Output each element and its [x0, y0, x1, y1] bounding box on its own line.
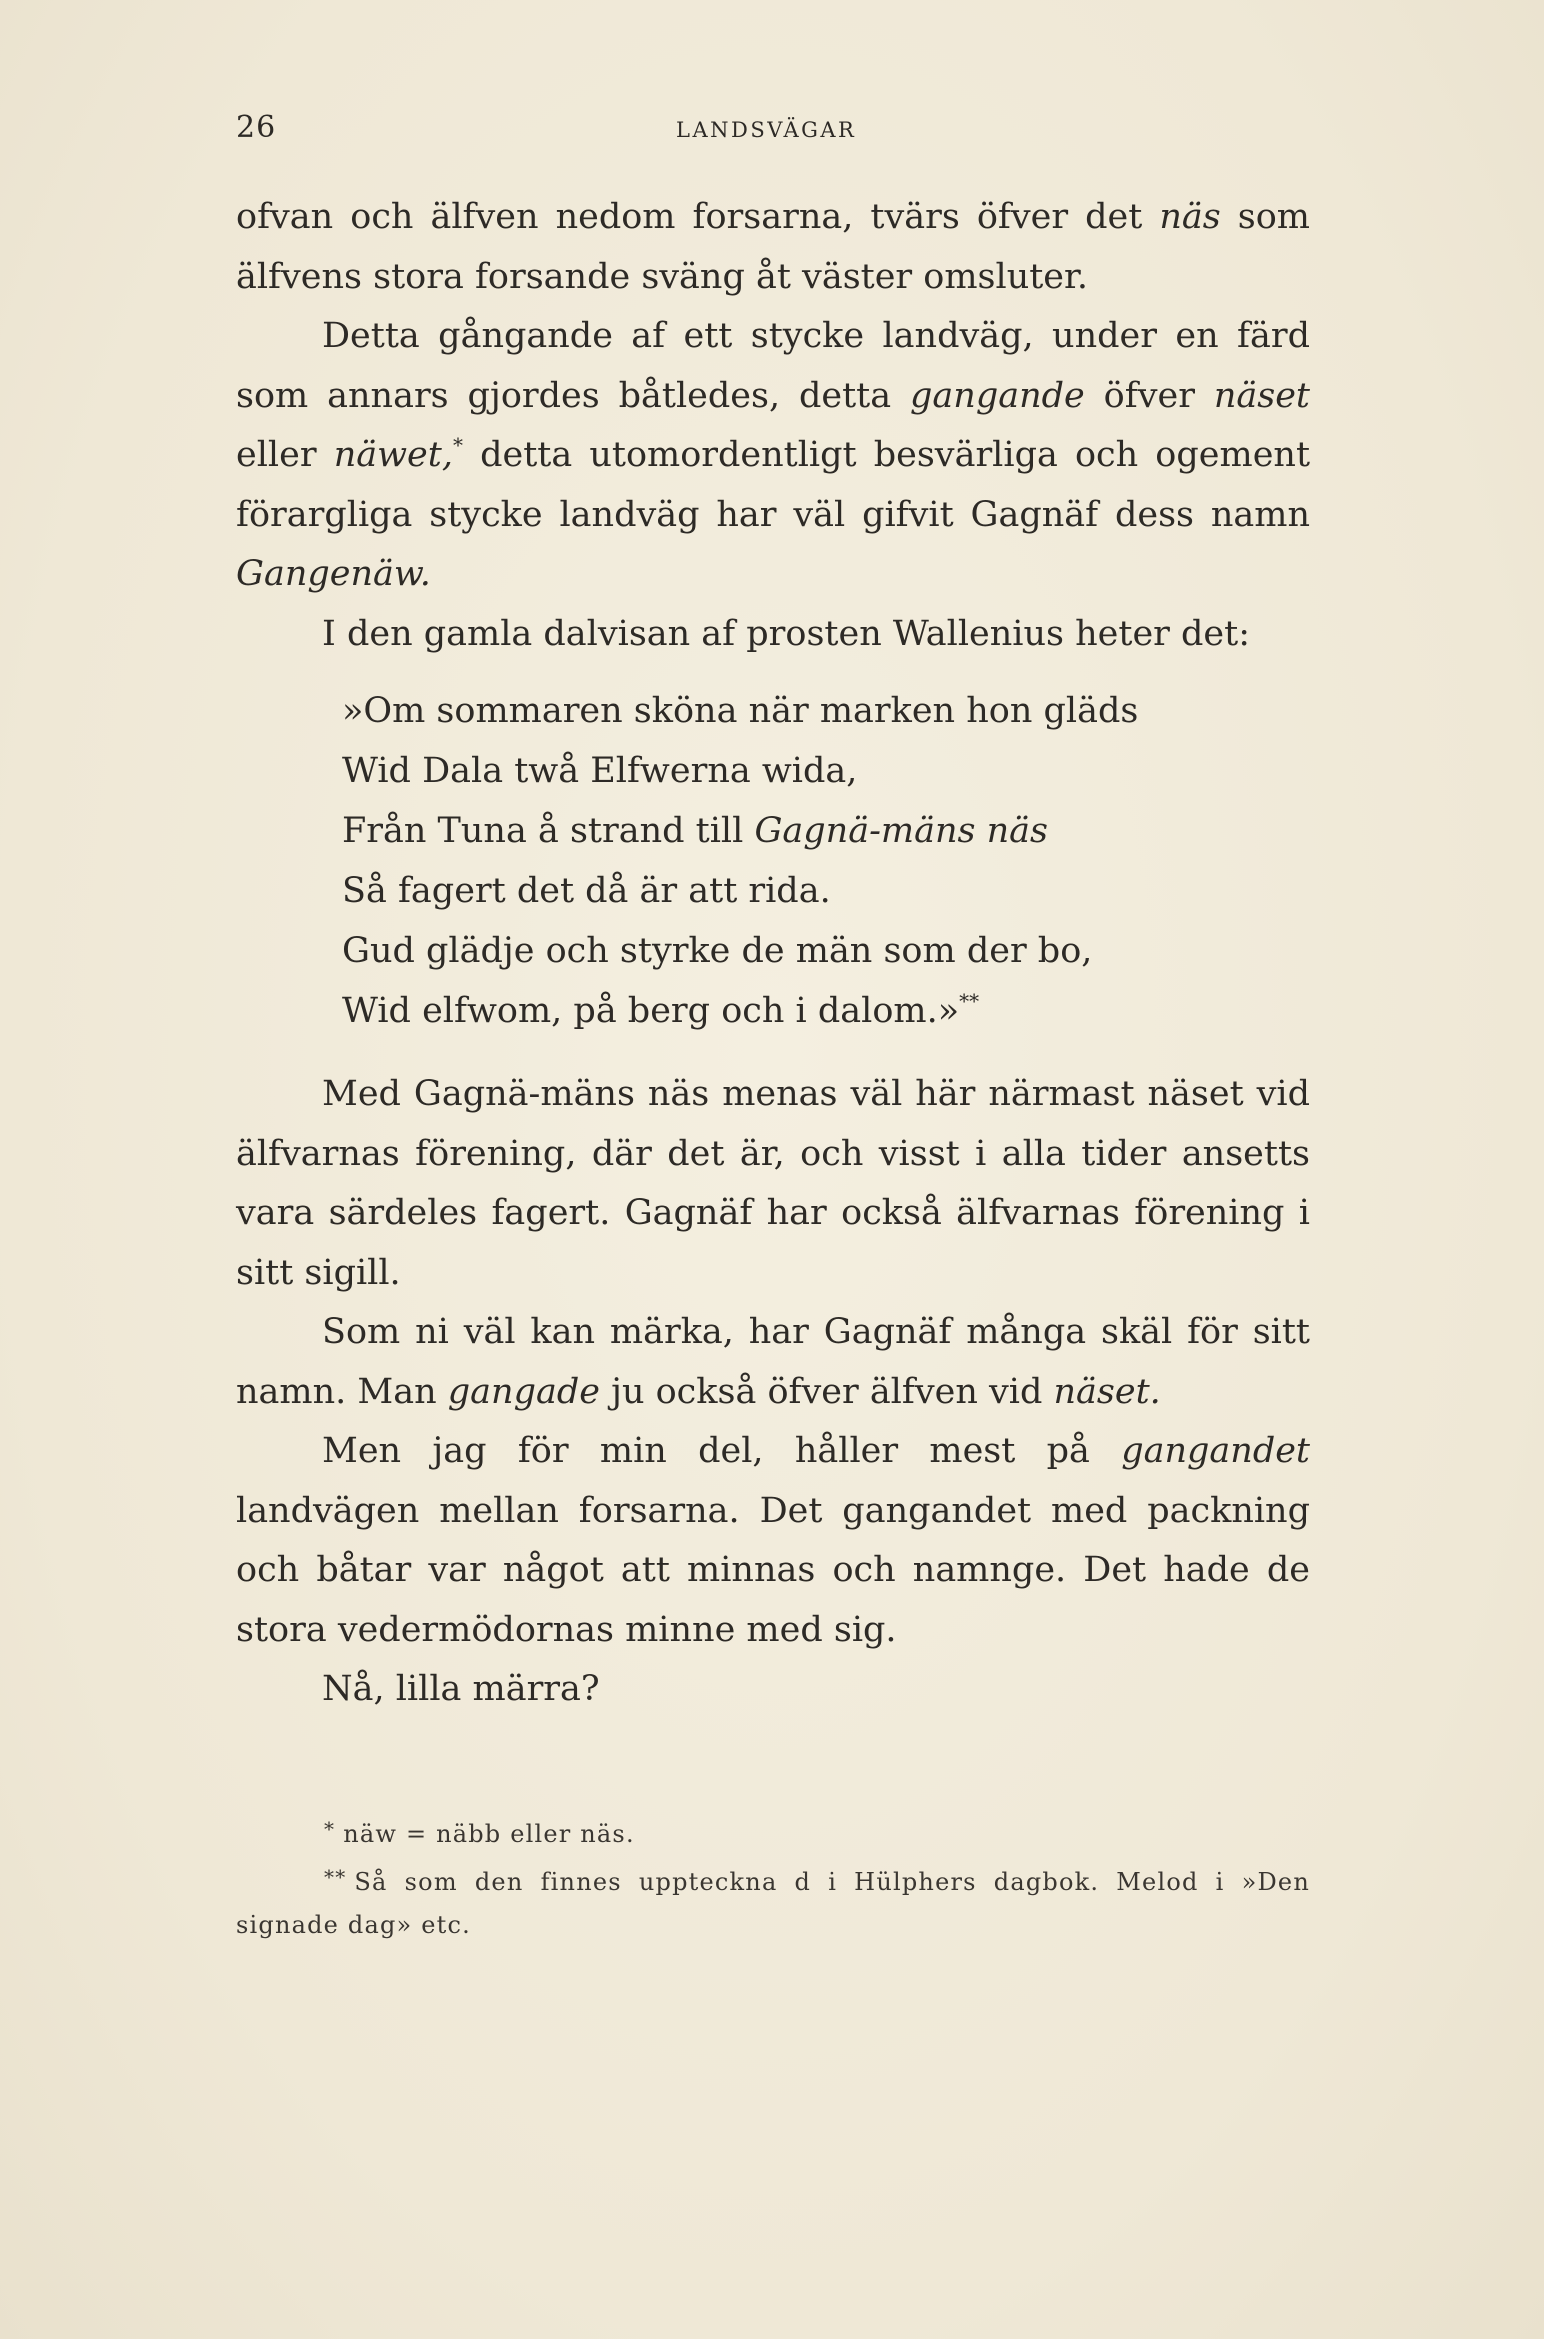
paragraph-5: Som ni väl kan märka, har Gagnäf många skäl för sitt namn. Man gangade ju också öfver älfven vid näset. — [236, 1312, 1310, 1412]
footnote-2: ** Så som den finnes uppteckna d i Hülphers dagbok. Melod i »Den signade dag» etc. — [236, 1865, 1310, 1939]
poem-line-4: Så fagert det då är att rida. — [342, 871, 831, 911]
poem — [342, 681, 1310, 1041]
footnote-ref-1: * — [452, 433, 463, 457]
body-text — [236, 188, 1310, 1720]
page-header — [236, 110, 1310, 154]
poem-line-1: »Om sommaren sköna när marken hon gläds — [342, 691, 1139, 731]
paragraph-7: Nå, lilla märra? — [322, 1669, 600, 1709]
paragraph-1: ofvan och älfven nedom forsarna, tvärs öfver det näs som älfvens stora forsande sväng åt väster omsluter. — [236, 197, 1310, 297]
page-number: 26 — [236, 110, 277, 145]
footnote-ref-2: ** — [959, 989, 980, 1013]
poem-line-2: Wid Dala twå Elfwerna wida, — [342, 751, 858, 791]
poem-line-6: Wid elfwom, på berg och i dalom.»** — [342, 989, 980, 1031]
footnotes — [236, 1808, 1310, 1947]
footnote-1: * näw = näbb eller näs. — [324, 1817, 635, 1848]
paragraph-3: I den gamla dalvisan af prosten Wallenius heter det: — [322, 613, 1250, 654]
paragraph-6: Men jag för min del, håller mest på gangandet landvägen mellan forsarna. Det gangandet med packning och båtar var något att minnas och namnge. Det hade de stora vedermödornas minne med sig. — [236, 1431, 1310, 1650]
poem-line-3: Från Tuna å strand till Gagnä-mäns näs — [342, 811, 1048, 851]
poem-line-5: Gud glädje och styrke de män som der bo, — [342, 931, 1093, 971]
paragraph-2: Detta gångande af ett stycke landväg, under en färd som annars gjordes båtledes, detta gangande öfver näset eller näwet,* detta utomordentligt besvärliga och ogement förargliga stycke landväg har väl gifvit Gagnäf dess namn Gangenäw. — [236, 316, 1311, 594]
paragraph-4: Med Gagnä-mäns näs menas väl här närmast näset vid älfvarnas förening, där det är, och visst i alla tider ansetts vara särdeles fagert. Gagnäf har också älfvarnas förening i sitt sigill. — [236, 1074, 1310, 1293]
running-head: LANDSVÄGAR — [676, 118, 857, 142]
